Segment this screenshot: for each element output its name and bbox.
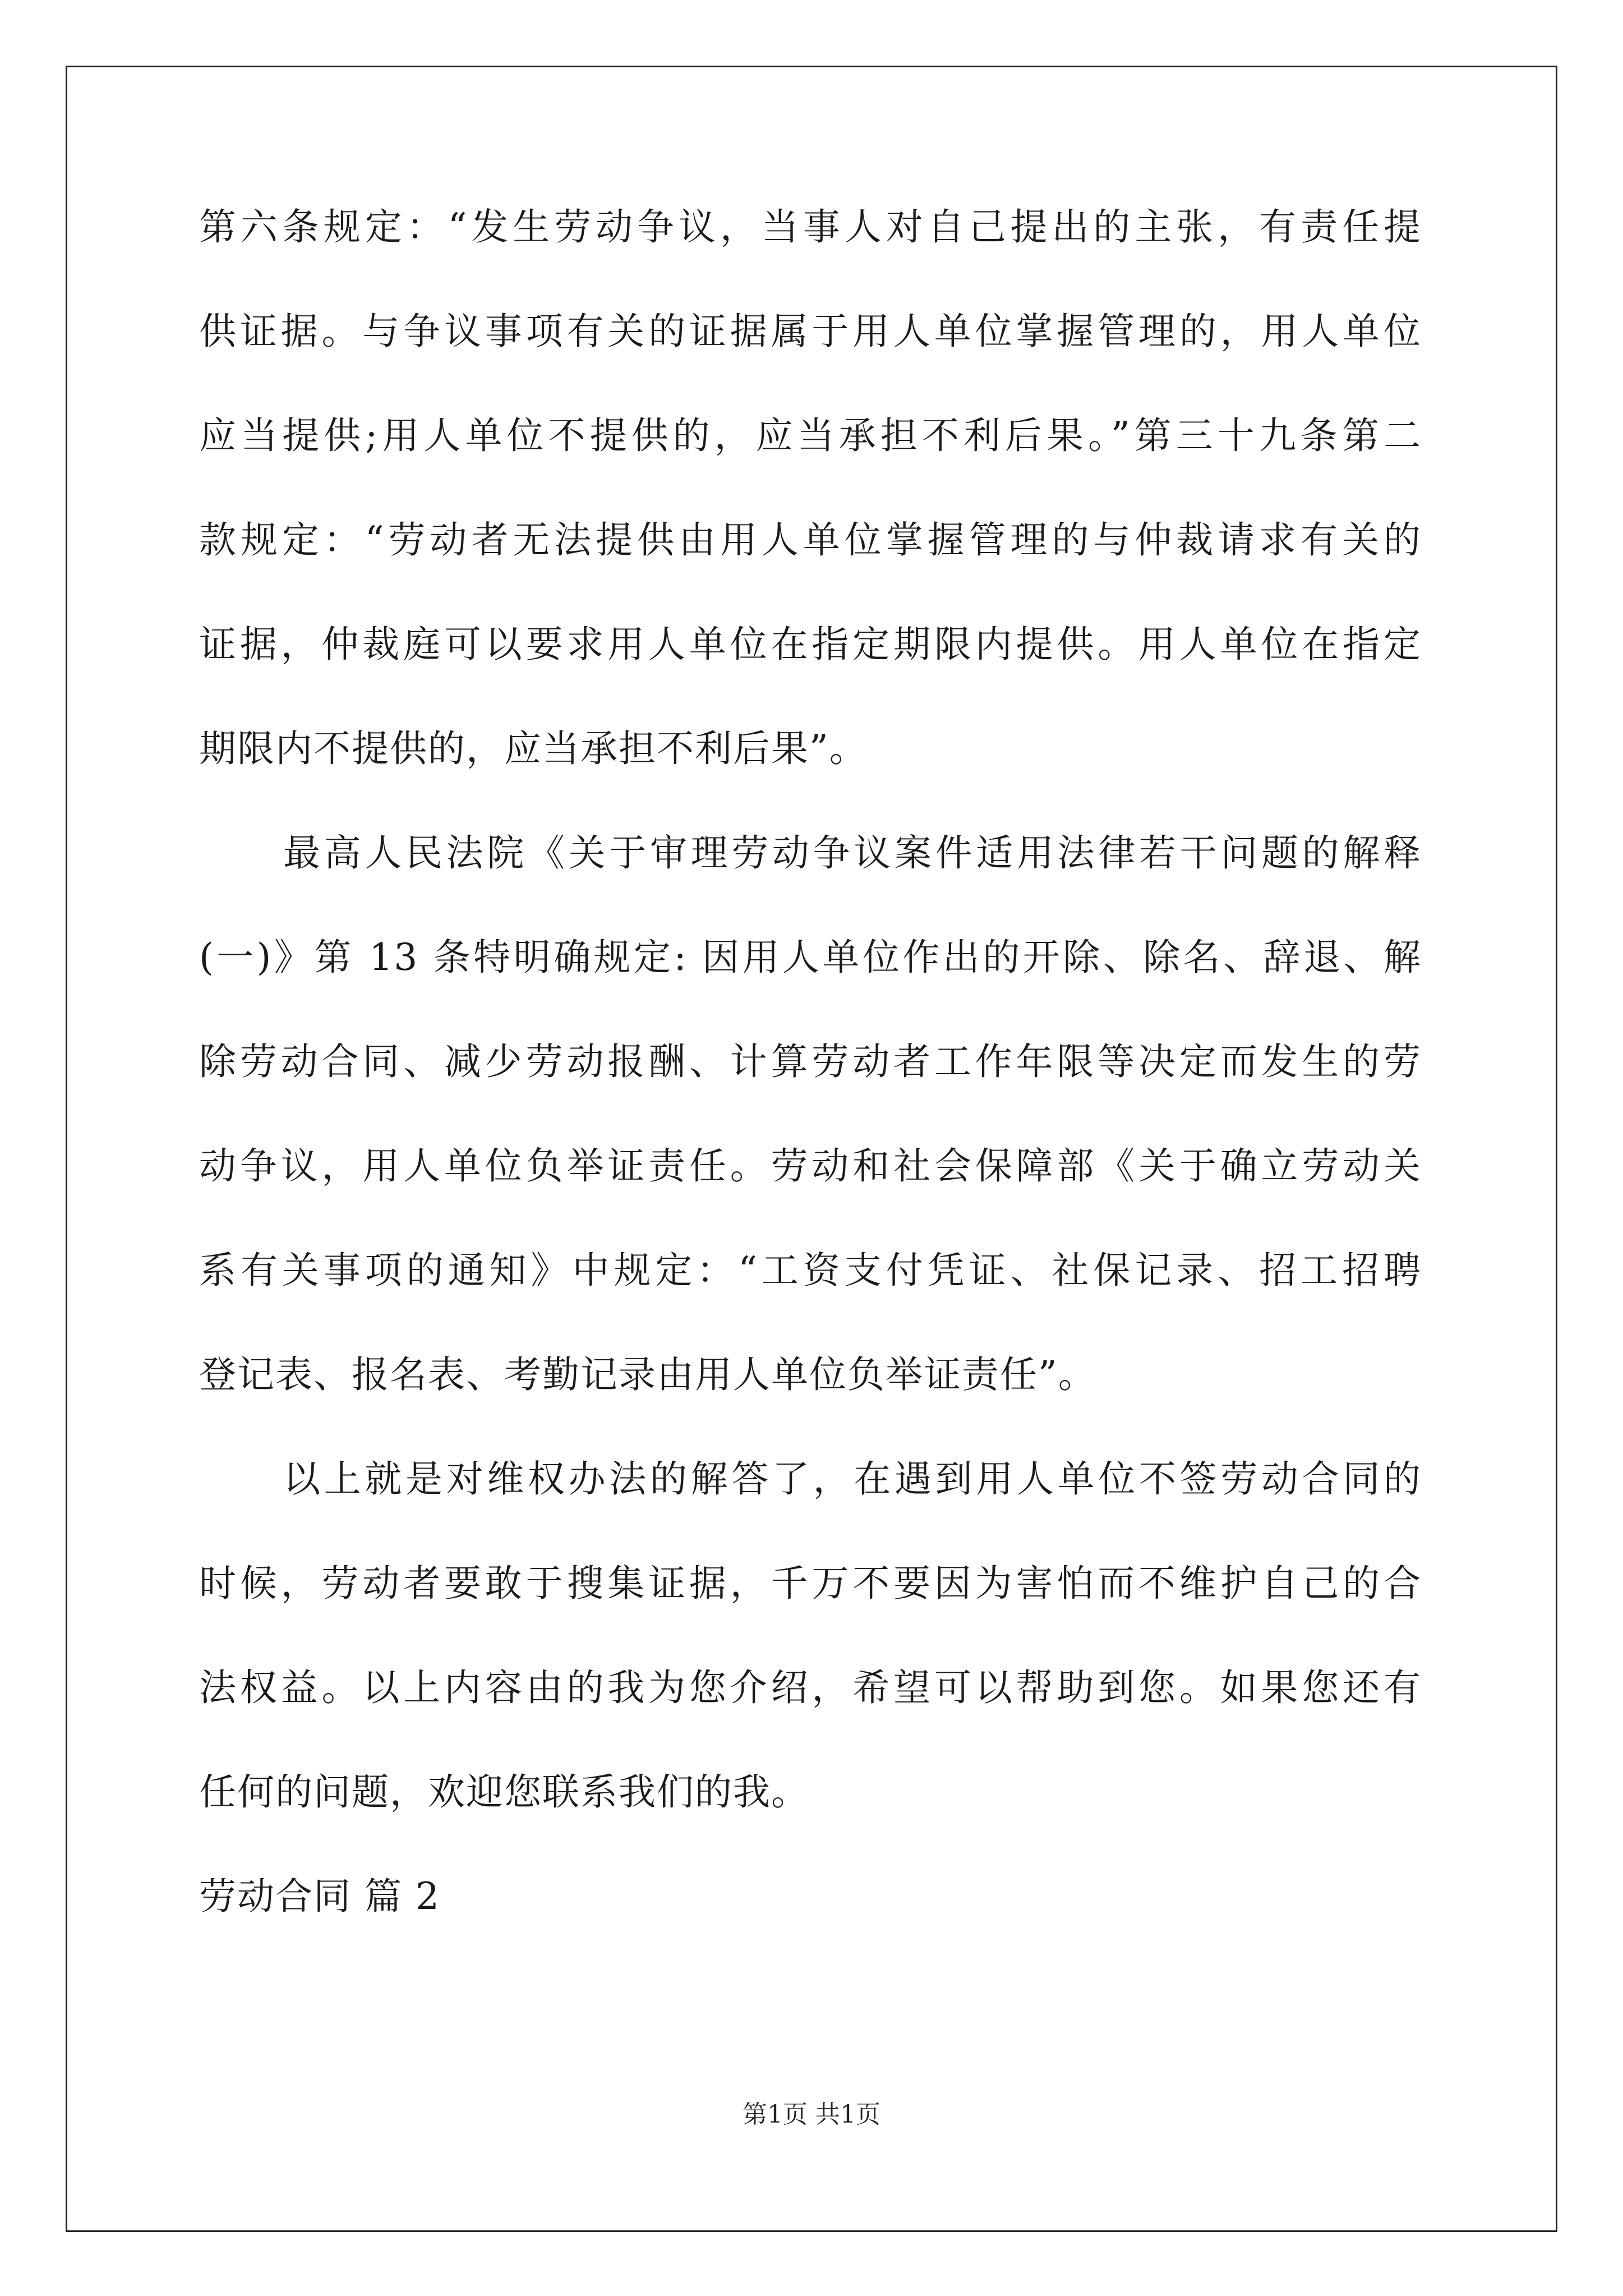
text-line: 动争议，用人单位负举证责任。劳动和社会保障部《关于确立劳动关 (199, 1144, 1422, 1188)
paragraph-first-line: 最高人民法院《关于审理劳动争议案件适用法律若干问题的解释 (283, 831, 1422, 875)
text-line: 登记表、报名表、考勤记录由用人单位负举证责任”。 (199, 1353, 1096, 1396)
text-line: (一)》第 13 条特明确规定: 因用人单位作出的开除、除名、辞退、解 (199, 936, 1422, 979)
paragraph-first-line: 以上就是对维权办法的解答了，在遇到用人单位不签劳动合同的 (283, 1457, 1422, 1501)
text-line: 任何的问题，欢迎您联系我们的我。 (199, 1770, 809, 1814)
page-number-footer: 第1页 共1页 (743, 2100, 880, 2129)
text-line: 供证据。与争议事项有关的证据属于用人单位掌握管理的，用人单位 (199, 310, 1422, 353)
text-line: 款规定：“劳动者无法提供由用人单位掌握管理的与仲裁请求有关的 (199, 518, 1422, 562)
text-line: 应当提供;用人单位不提供的，应当承担不利后果。”第三十九条第二 (199, 414, 1422, 457)
text-line: 法权益。以上内容由的我为您介绍，希望可以帮助到您。如果您还有 (199, 1666, 1422, 1709)
text-line: 第六条规定：“发生劳动争议，当事人对自己提出的主张，有责任提 (199, 205, 1422, 249)
text-line: 除劳动合同、减少劳动报酬、计算劳动者工作年限等决定而发生的劳 (199, 1040, 1422, 1083)
text-line: 系有关事项的通知》中规定：“工资支付凭证、社保记录、招工招聘 (199, 1249, 1422, 1292)
section-heading: 劳动合同 篇 2 (199, 1875, 440, 1918)
text-line: 时候，劳动者要敢于搜集证据，千万不要因为害怕而不维护自己的合 (199, 1562, 1422, 1605)
text-line: 证据，仲裁庭可以要求用人单位在指定期限内提供。用人单位在指定 (199, 623, 1422, 666)
text-line: 期限内不提供的，应当承担不利后果”。 (199, 727, 868, 770)
